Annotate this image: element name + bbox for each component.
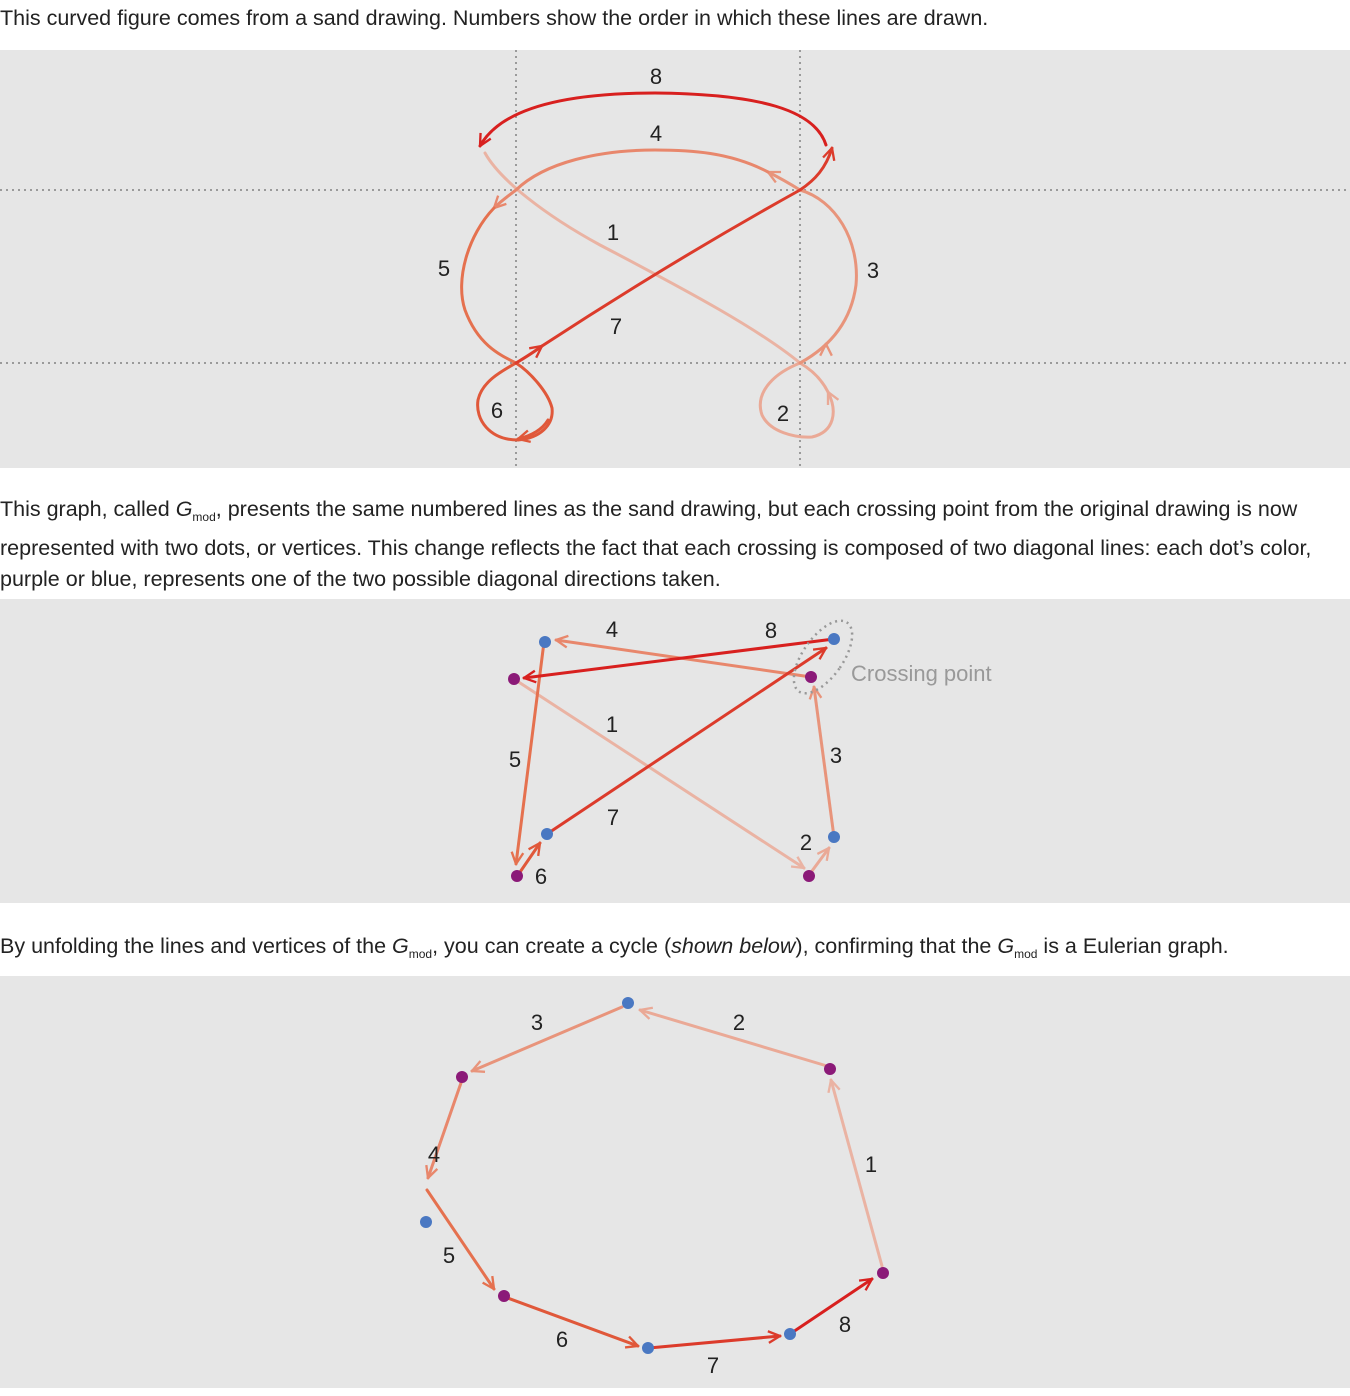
gmod-label-4: 4	[605, 617, 619, 642]
gmod-graph-figure	[0, 599, 1350, 903]
cycle-label-8: 8	[838, 1312, 852, 1337]
cycle-label-1: 1	[864, 1152, 878, 1177]
sand-line-3	[800, 190, 856, 363]
cycle-edge-6	[505, 1297, 638, 1346]
sand-line-1	[485, 153, 800, 363]
gmod-vertex-blue	[828, 831, 840, 843]
sand-line-5	[462, 208, 516, 363]
cycle-label-2: 2	[732, 1010, 746, 1035]
cycle-edge-7	[649, 1336, 780, 1348]
sand-label-7: 7	[609, 314, 623, 339]
gmod-graph-panel	[0, 599, 1350, 903]
sand-line-7	[542, 148, 832, 346]
cycle-edge-3	[472, 1007, 622, 1071]
cycle-vertex-purple	[498, 1290, 510, 1302]
cycle-vertex-blue	[784, 1328, 796, 1340]
guide-grid	[0, 50, 1350, 468]
sand-line-2	[760, 363, 833, 437]
gmod-edge-7	[547, 648, 826, 834]
gmod-label-5: 5	[508, 747, 522, 772]
sand-line-4	[494, 150, 768, 208]
cycle-vertex-purple	[456, 1071, 468, 1083]
cycle-panel	[0, 976, 1350, 1388]
sand-label-3: 3	[866, 258, 880, 283]
cycle-vertex-blue	[420, 1216, 432, 1228]
caption-gmod-graph: This graph, called $G_{mod}$, presents the same numbered lines as the sand drawing, but each crossing point from the original drawing is now represented with two dots, or vertices. This change reflects the fact that each crossing is composed of two diagonal lines: each dot’s color, purple or blue, represents one of the two possible diagonal directions taken.	[0, 497, 1312, 591]
cycle-vertex-purple	[877, 1267, 889, 1279]
caption-eulerian-cycle: By unfolding the lines and vertices of the $G_{mod}$, you can create a cycle (shown below), confirming that the $G_{mod}$ is a Eulerian graph.	[0, 934, 1229, 961]
cycle-vertex-purple	[824, 1063, 836, 1075]
sand-label-1: 1	[606, 220, 620, 245]
gmod-label-7: 7	[606, 805, 620, 830]
cycle-vertex-blue	[642, 1342, 654, 1354]
gmod-vertex-blue	[541, 828, 553, 840]
gmod-label-1: 1	[605, 712, 619, 737]
cycle-edge-5	[427, 1190, 494, 1289]
gmod-label-6: 6	[534, 864, 548, 889]
gmod-label-2: 2	[799, 830, 813, 855]
gmod-label-8: 8	[764, 618, 778, 643]
sand-drawing-panel	[0, 50, 1350, 468]
cycle-label-3: 3	[530, 1010, 544, 1035]
sand-label-8: 8	[649, 64, 663, 89]
gmod-vertex-purple	[803, 870, 815, 882]
sand-label-2: 2	[776, 401, 790, 426]
gmod-label-3: 3	[829, 743, 843, 768]
sand-label-6: 6	[490, 398, 504, 423]
sand-label-4: 4	[649, 121, 663, 146]
crossing-point-outline	[783, 611, 864, 703]
gmod-edge-1	[514, 679, 804, 868]
gmod-vertex-purple	[511, 870, 523, 882]
cycle-vertex-blue	[622, 997, 634, 1009]
caption-sand-drawing: This curved figure comes from a sand drawing. Numbers show the order in which these lines are drawn.	[0, 6, 989, 30]
cycle-label-4: 4	[427, 1142, 441, 1167]
cycle-label-5: 5	[442, 1243, 456, 1268]
gmod-vertex-blue	[539, 636, 551, 648]
gmod-vertex-purple	[805, 671, 817, 683]
sand-drawing-figure	[0, 50, 1350, 468]
cycle-label-6: 6	[555, 1327, 569, 1352]
cycle-figure	[0, 976, 1350, 1388]
gmod-vertex-purple	[508, 673, 520, 685]
cycle-label-7: 7	[706, 1353, 720, 1378]
crossing-point-label: Crossing point	[851, 661, 992, 686]
gmod-vertex-blue	[828, 633, 840, 645]
sand-line-7-arrow	[516, 346, 542, 363]
sand-label-5: 5	[437, 256, 451, 281]
sand-line-3-end	[768, 172, 800, 190]
sand-line-2-tail	[800, 363, 828, 392]
cycle-edge-8	[790, 1279, 872, 1334]
